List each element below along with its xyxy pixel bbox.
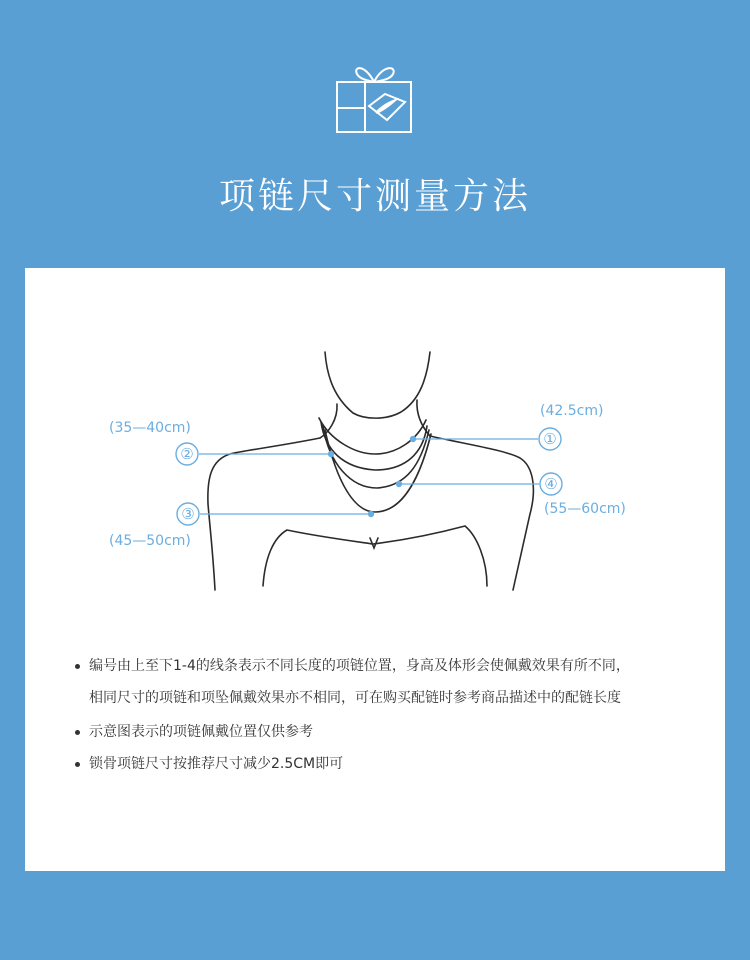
marker-label-1: (42.5cm) — [540, 403, 604, 419]
pointer-dot-2 — [328, 451, 334, 457]
note-item — [75, 722, 715, 742]
note-text: 编号由上至下1-4的线条表示不同长度的项链位置，身高及体形会使佩戴效果有所不同， — [89, 658, 630, 674]
marker-label-2: (35—40cm) — [109, 420, 191, 436]
dress-center-fold — [370, 538, 378, 548]
pointer-dot-3 — [368, 511, 374, 517]
content-card — [25, 268, 725, 871]
dress-neckline — [263, 526, 487, 586]
face-outline — [325, 352, 430, 418]
gift-box-icon — [335, 60, 415, 135]
note-text: 相同尺寸的项链和项坠佩戴效果亦不相同，可在购买配链时参考商品描述中的配链长度 — [89, 690, 621, 706]
note-text: 示意图表示的项链佩戴位置仅供参考 — [89, 724, 313, 740]
note-text: 锁骨项链尺寸按推荐尺寸减少2.5CM即可 — [89, 756, 344, 772]
shoulder-right — [430, 436, 533, 590]
page-title: 项链尺寸测量方法 — [218, 176, 531, 217]
pointer-dot-1 — [410, 436, 416, 442]
pointer-dot-4 — [396, 481, 402, 487]
note-item — [75, 754, 715, 774]
marker-number-4: ④ — [544, 475, 558, 493]
necklace-diagram — [25, 268, 725, 608]
marker-number-1: ① — [543, 430, 557, 448]
marker-number-2: ② — [180, 445, 194, 463]
note-item — [75, 656, 715, 708]
marker-number-3: ③ — [181, 505, 195, 523]
marker-label-3: (45—50cm) — [109, 533, 191, 549]
marker-label-4: (55—60cm) — [544, 501, 626, 517]
notes-list — [75, 656, 715, 774]
necklace-line-1 — [319, 418, 426, 454]
